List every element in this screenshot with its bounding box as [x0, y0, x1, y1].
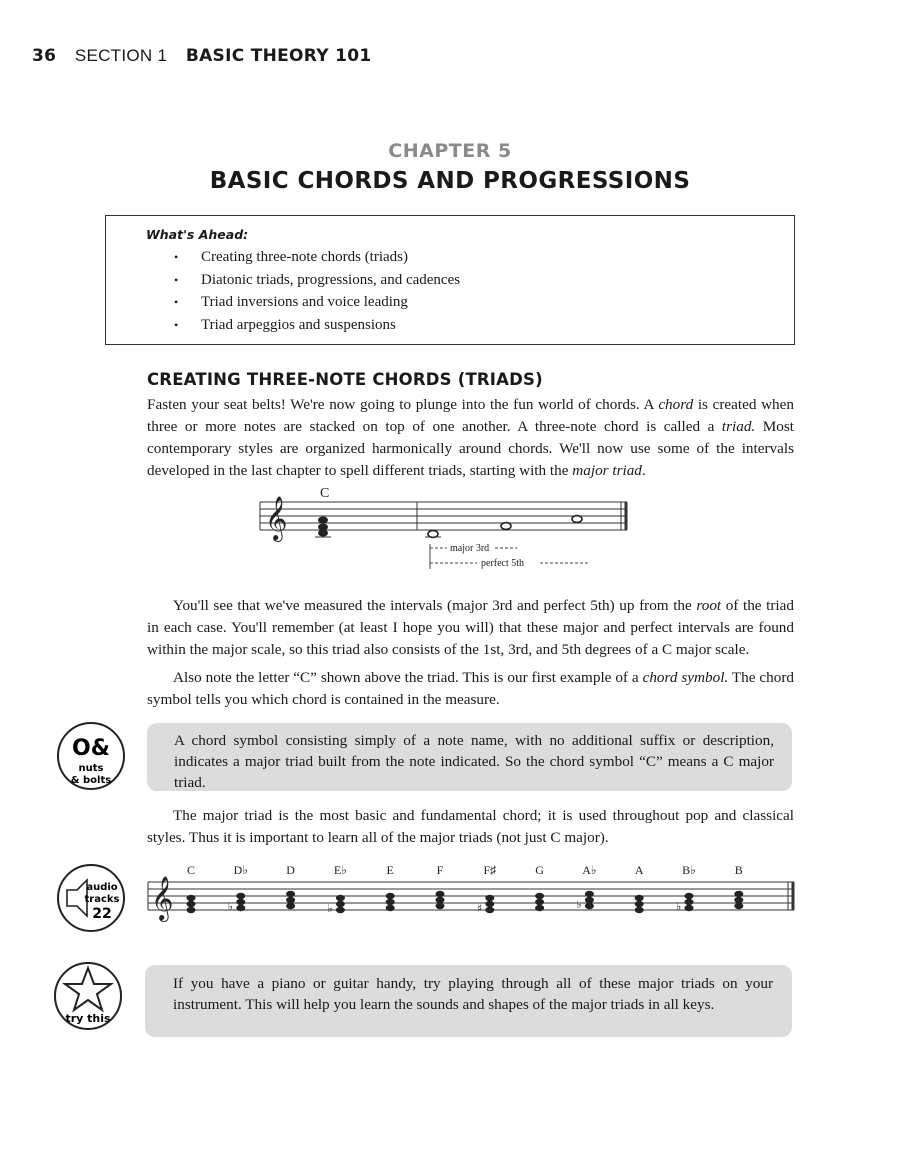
notehead — [734, 897, 743, 903]
paragraph-major-triads: The major triad is the most basic and fundamental chord; it is used throughout pop and classical styles. Thus it is important to learn all of the major triads (not just C major). — [147, 807, 794, 846]
term-triad: triad. — [721, 418, 756, 435]
all-major-triads-example — [143, 858, 803, 928]
notehead — [535, 899, 544, 905]
list-item: • Triad arpeggios and suspensions — [174, 314, 460, 337]
chord-symbol: A♭ — [582, 863, 597, 877]
intro-paragraph: Fasten your seat belts! We're now going to plunge into the fun world of chords. A chord is created when three or more notes are stacked on top of one another. A three-note chord is called a triad. Most contemporary styles are organized harmonically around chords. We'll now use some of the intervals developed in the last chapter to spell different triads, starting with the major triad. — [147, 396, 794, 479]
chord-symbol: G — [535, 863, 544, 877]
notehead — [535, 893, 544, 899]
accidental: ♯ — [476, 902, 483, 915]
whats-ahead-list — [174, 246, 460, 336]
notehead — [436, 891, 445, 897]
audio-tracks-icon — [55, 860, 135, 940]
section-heading: CREATING THREE-NOTE CHORDS (TRIADS) — [147, 370, 543, 389]
svg-text:& bolts: & bolts — [70, 775, 112, 786]
chord-symbol: B♭ — [682, 863, 696, 877]
svg-text:try this: try this — [65, 1012, 111, 1025]
notehead — [585, 903, 594, 909]
term-chord: chord — [658, 396, 694, 413]
notehead — [685, 899, 694, 905]
chord-symbol: F — [436, 863, 444, 877]
notehead — [386, 899, 395, 905]
notehead — [286, 903, 295, 909]
paragraph-intervals: You'll see that we've measured the intervals (major 3rd and perfect 5th) up from the root of the triad in each case. You'll remember (at least I hope you will) that these major and perfect intervals are found within the major scale, so this triad also consists of the 1st, 3rd, and 5th degrees of a C major scale. — [147, 597, 794, 658]
nuts-and-bolts-icon — [55, 718, 135, 798]
triad-chord — [286, 863, 295, 909]
term-root: root — [696, 597, 722, 614]
list-item: • Triad inversions and voice leading — [174, 291, 460, 314]
notehead — [386, 905, 395, 911]
notehead — [336, 907, 345, 913]
triad-chord — [386, 863, 395, 911]
chord-symbol: B — [734, 863, 743, 877]
arpeggio-notes — [428, 516, 582, 538]
svg-text:tracks: tracks — [84, 894, 120, 905]
whats-ahead-box — [105, 215, 795, 345]
treble-clef-icon: 𝄞 — [151, 876, 174, 920]
chapter-title: BASIC CHORDS AND PROGRESSIONS — [209, 168, 691, 194]
term-chord-symbol: chord symbol. — [642, 669, 729, 686]
triad-chord — [635, 863, 644, 913]
accidental: ♭ — [676, 900, 682, 913]
svg-text:audio: audio — [86, 882, 118, 893]
accidental: ♭ — [227, 900, 234, 913]
notehead — [286, 891, 295, 897]
notehead — [236, 905, 245, 911]
notehead — [685, 893, 694, 899]
triad-chord — [535, 863, 544, 911]
notehead — [286, 897, 295, 903]
notehead — [336, 895, 345, 901]
running-header — [32, 46, 371, 66]
notehead — [187, 901, 196, 907]
list-item: • Creating three-note chords (triads) — [174, 246, 460, 269]
accidental: ♭ — [576, 898, 582, 911]
chord-symbol: C — [320, 486, 330, 501]
notehead — [336, 901, 345, 907]
notehead — [734, 891, 743, 897]
interval-label-major-3rd: major 3rd — [450, 543, 490, 554]
paragraph-chord-symbol: Also note the letter “C” shown above the triad. This is our first example of a chord symbol. The chord symbol tells you which chord is contained in the measure. — [147, 669, 794, 708]
notehead — [535, 905, 544, 911]
triad-chord — [734, 863, 743, 909]
chord-stack — [318, 517, 328, 537]
svg-text:22: 22 — [92, 906, 112, 922]
notehead — [635, 895, 644, 901]
nuts-bolts-text: A chord symbol consisting simply of a note name, with no additional suffix or description, indicates a major triad built from the note indicated. So the chord symbol “C” means a C major triad. — [174, 732, 774, 791]
chord-symbol: E — [386, 863, 394, 877]
list-item: • Diatonic triads, progressions, and cadences — [174, 269, 460, 292]
triad-chord — [676, 863, 696, 913]
notehead — [585, 897, 594, 903]
svg-text:nuts: nuts — [78, 763, 104, 774]
notehead — [236, 899, 245, 905]
notehead — [386, 893, 395, 899]
chord-symbol: C — [186, 863, 196, 877]
nuts-bolts-note — [147, 723, 792, 791]
accidental: ♭ — [327, 902, 333, 915]
svg-text:O&: O& — [72, 736, 110, 761]
notehead — [635, 907, 644, 913]
treble-clef-icon: 𝄞 — [265, 496, 288, 540]
chord-symbol: E♭ — [333, 863, 347, 877]
notehead — [187, 895, 196, 901]
notehead — [635, 901, 644, 907]
notehead — [436, 903, 445, 909]
try-this-note — [145, 965, 792, 1037]
term-major-triad: major triad — [572, 462, 642, 479]
notehead — [236, 893, 245, 899]
notehead — [685, 905, 694, 911]
section-label: SECTION 1 — [74, 46, 168, 65]
notehead — [585, 891, 594, 897]
triad-chord — [576, 863, 596, 911]
chapter-number: CHAPTER 5 — [388, 140, 512, 162]
notehead — [485, 895, 494, 901]
chord-symbol: F♯ — [483, 863, 497, 877]
triad-chord — [436, 863, 445, 909]
whats-ahead-label: What's Ahead: — [146, 227, 249, 242]
notehead — [187, 907, 196, 913]
notehead — [734, 903, 743, 909]
chord-symbol: D♭ — [233, 863, 248, 877]
interval-label-perfect-5th: perfect 5th — [481, 558, 525, 569]
page-number: 36 — [32, 46, 57, 66]
c-major-triad-example — [255, 480, 645, 575]
notehead — [436, 897, 445, 903]
try-this-text: If you have a piano or guitar handy, try playing through all of these major triads on your instrument. This will help you learn the sounds and shapes of the major triads in all keys. — [173, 975, 773, 1013]
notehead — [485, 907, 494, 913]
try-this-icon — [52, 958, 132, 1038]
triad-chord — [187, 863, 196, 913]
triad-chord — [228, 863, 248, 913]
chord-symbol: A — [634, 863, 644, 877]
book-title: BASIC THEORY 101 — [185, 46, 372, 66]
notehead — [485, 901, 494, 907]
chord-symbol: D — [286, 863, 295, 877]
